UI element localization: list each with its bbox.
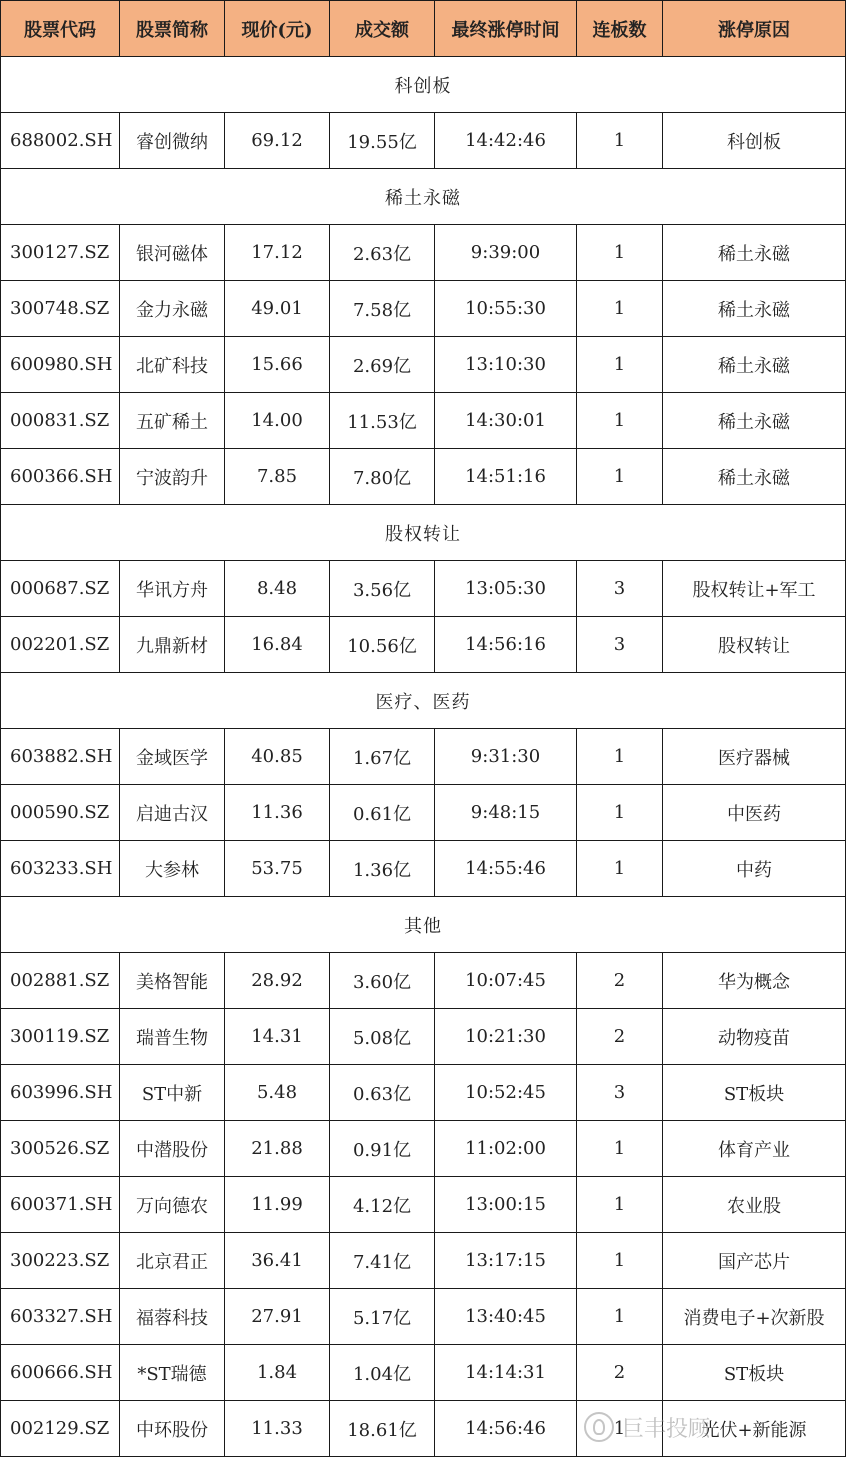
cell-final-limit-up-time: 14:42:46 xyxy=(435,113,577,169)
cell-price: 11.99 xyxy=(225,1177,330,1233)
cell-turnover: 7.80亿 xyxy=(330,449,435,505)
header-consecutive-limit-ups: 连板数 xyxy=(577,1,663,57)
cell-stock-name: 九鼎新材 xyxy=(120,617,225,673)
table-row xyxy=(1,785,846,841)
cell-price: 53.75 xyxy=(225,841,330,897)
cell-stock-code: 300748.SZ xyxy=(1,281,120,337)
cell-price: 36.41 xyxy=(225,1233,330,1289)
cell-stock-name: 金域医学 xyxy=(120,729,225,785)
cell-final-limit-up-time: 9:48:15 xyxy=(435,785,577,841)
cell-stock-name: 中环股份 xyxy=(120,1401,225,1457)
cell-consecutive-limit-ups: 2 xyxy=(577,1345,663,1401)
cell-stock-code: 300119.SZ xyxy=(1,1009,120,1065)
cell-consecutive-limit-ups: 1 xyxy=(577,841,663,897)
cell-turnover: 4.12亿 xyxy=(330,1177,435,1233)
cell-stock-name: 瑞普生物 xyxy=(120,1009,225,1065)
table-row xyxy=(1,1345,846,1401)
cell-price: 14.00 xyxy=(225,393,330,449)
cell-final-limit-up-time: 9:39:00 xyxy=(435,225,577,281)
cell-stock-code: 300127.SZ xyxy=(1,225,120,281)
cell-consecutive-limit-ups: 1 xyxy=(577,449,663,505)
section-row xyxy=(1,57,846,113)
cell-consecutive-limit-ups: 1 xyxy=(577,281,663,337)
cell-consecutive-limit-ups: 3 xyxy=(577,617,663,673)
cell-stock-code: 002881.SZ xyxy=(1,953,120,1009)
cell-limit-up-reason: 华为概念 xyxy=(663,953,846,1009)
cell-stock-code: 603327.SH xyxy=(1,1289,120,1345)
cell-turnover: 3.60亿 xyxy=(330,953,435,1009)
cell-limit-up-reason: 中药 xyxy=(663,841,846,897)
cell-limit-up-reason: 体育产业 xyxy=(663,1121,846,1177)
cell-turnover: 7.41亿 xyxy=(330,1233,435,1289)
table-row xyxy=(1,1401,846,1457)
table-row xyxy=(1,617,846,673)
section-row xyxy=(1,897,846,953)
table-row xyxy=(1,561,846,617)
cell-stock-code: 000831.SZ xyxy=(1,393,120,449)
cell-turnover: 5.17亿 xyxy=(330,1289,435,1345)
watermark-text: 巨丰投顾 xyxy=(622,1416,711,1442)
cell-limit-up-reason: ST板块 xyxy=(663,1065,846,1121)
cell-final-limit-up-time: 14:55:46 xyxy=(435,841,577,897)
cell-turnover: 2.69亿 xyxy=(330,337,435,393)
header-final-limit-up-time: 最终涨停时间 xyxy=(435,1,577,57)
section-row xyxy=(1,673,846,729)
cell-final-limit-up-time: 13:40:45 xyxy=(435,1289,577,1345)
table-row xyxy=(1,393,846,449)
cell-price: 15.66 xyxy=(225,337,330,393)
cell-stock-name: 银河磁体 xyxy=(120,225,225,281)
cell-price: 14.31 xyxy=(225,1009,330,1065)
cell-turnover: 19.55亿 xyxy=(330,113,435,169)
cell-price: 40.85 xyxy=(225,729,330,785)
cell-limit-up-reason: 稀土永磁 xyxy=(663,281,846,337)
cell-final-limit-up-time: 14:30:01 xyxy=(435,393,577,449)
cell-limit-up-reason: 消费电子+次新股 xyxy=(663,1289,846,1345)
table-row xyxy=(1,1065,846,1121)
cell-turnover: 7.58亿 xyxy=(330,281,435,337)
cell-stock-name: 金力永磁 xyxy=(120,281,225,337)
table-row xyxy=(1,1177,846,1233)
cell-limit-up-reason: 医疗器械 xyxy=(663,729,846,785)
section-title: 科创板 xyxy=(1,57,846,113)
cell-consecutive-limit-ups: 1 xyxy=(577,785,663,841)
section-row xyxy=(1,505,846,561)
header-limit-up-reason: 涨停原因 xyxy=(663,1,846,57)
table-row xyxy=(1,729,846,785)
cell-stock-code: 002129.SZ xyxy=(1,1401,120,1457)
table-row xyxy=(1,113,846,169)
table-row xyxy=(1,281,846,337)
cell-turnover: 3.56亿 xyxy=(330,561,435,617)
cell-stock-code: 603882.SH xyxy=(1,729,120,785)
cell-consecutive-limit-ups: 1 xyxy=(577,113,663,169)
cell-consecutive-limit-ups: 1 xyxy=(577,1233,663,1289)
cell-final-limit-up-time: 14:56:46 xyxy=(435,1401,577,1457)
table-body xyxy=(1,57,846,1457)
cell-price: 1.84 xyxy=(225,1345,330,1401)
cell-turnover: 18.61亿 xyxy=(330,1401,435,1457)
cell-turnover: 11.53亿 xyxy=(330,393,435,449)
cell-limit-up-reason: 农业股 xyxy=(663,1177,846,1233)
cell-stock-code: 603996.SH xyxy=(1,1065,120,1121)
cell-limit-up-reason: 稀土永磁 xyxy=(663,449,846,505)
cell-turnover: 0.91亿 xyxy=(330,1121,435,1177)
cell-final-limit-up-time: 11:02:00 xyxy=(435,1121,577,1177)
cell-stock-code: 300526.SZ xyxy=(1,1121,120,1177)
table-row xyxy=(1,337,846,393)
section-title: 医疗、医药 xyxy=(1,673,846,729)
cell-limit-up-reason: ST板块 xyxy=(663,1345,846,1401)
cell-limit-up-reason: 科创板 xyxy=(663,113,846,169)
table-row xyxy=(1,953,846,1009)
cell-limit-up-reason: 动物疫苗 xyxy=(663,1009,846,1065)
cell-limit-up-reason: 稀土永磁 xyxy=(663,225,846,281)
section-title: 稀土永磁 xyxy=(1,169,846,225)
cell-price: 8.48 xyxy=(225,561,330,617)
table-row xyxy=(1,841,846,897)
cell-consecutive-limit-ups: 1 xyxy=(577,1177,663,1233)
cell-stock-code: 600666.SH xyxy=(1,1345,120,1401)
table-row xyxy=(1,1233,846,1289)
cell-final-limit-up-time: 13:05:30 xyxy=(435,561,577,617)
cell-stock-name: 华讯方舟 xyxy=(120,561,225,617)
cell-stock-name: 北京君正 xyxy=(120,1233,225,1289)
table-header-row xyxy=(1,1,846,57)
cell-stock-name: 中潜股份 xyxy=(120,1121,225,1177)
cell-final-limit-up-time: 14:56:16 xyxy=(435,617,577,673)
cell-final-limit-up-time: 13:00:15 xyxy=(435,1177,577,1233)
table-row xyxy=(1,1289,846,1345)
cell-consecutive-limit-ups: 1 xyxy=(577,1121,663,1177)
header-turnover: 成交额 xyxy=(330,1,435,57)
cell-price: 5.48 xyxy=(225,1065,330,1121)
cell-consecutive-limit-ups: 1 xyxy=(577,225,663,281)
cell-price: 27.91 xyxy=(225,1289,330,1345)
cell-final-limit-up-time: 10:07:45 xyxy=(435,953,577,1009)
cell-stock-name: 宁波韵升 xyxy=(120,449,225,505)
cell-stock-code: 600366.SH xyxy=(1,449,120,505)
cell-consecutive-limit-ups: 2 xyxy=(577,1009,663,1065)
cell-turnover: 0.63亿 xyxy=(330,1065,435,1121)
cell-turnover: 1.36亿 xyxy=(330,841,435,897)
cell-turnover: 5.08亿 xyxy=(330,1009,435,1065)
cell-consecutive-limit-ups: 1 xyxy=(577,337,663,393)
cell-stock-code: 002201.SZ xyxy=(1,617,120,673)
cell-turnover: 1.67亿 xyxy=(330,729,435,785)
cell-stock-code: 600371.SH xyxy=(1,1177,120,1233)
table-row xyxy=(1,1009,846,1065)
cell-consecutive-limit-ups: 1 xyxy=(577,729,663,785)
cell-final-limit-up-time: 14:51:16 xyxy=(435,449,577,505)
cell-price: 28.92 xyxy=(225,953,330,1009)
cell-stock-name: 启迪古汉 xyxy=(120,785,225,841)
cell-limit-up-reason: 稀土永磁 xyxy=(663,393,846,449)
cell-turnover: 1.04亿 xyxy=(330,1345,435,1401)
cell-limit-up-reason: 光伏+新能源 xyxy=(663,1401,846,1457)
cell-stock-name: *ST瑞德 xyxy=(120,1345,225,1401)
table-row xyxy=(1,449,846,505)
cell-price: 7.85 xyxy=(225,449,330,505)
cell-limit-up-reason: 中医药 xyxy=(663,785,846,841)
cell-stock-name: 大参林 xyxy=(120,841,225,897)
cell-stock-name: 美格智能 xyxy=(120,953,225,1009)
section-title: 股权转让 xyxy=(1,505,846,561)
cell-stock-code: 688002.SH xyxy=(1,113,120,169)
header-price: 现价(元) xyxy=(225,1,330,57)
cell-price: 21.88 xyxy=(225,1121,330,1177)
cell-consecutive-limit-ups: 3 xyxy=(577,561,663,617)
cell-turnover: 0.61亿 xyxy=(330,785,435,841)
table-row xyxy=(1,1121,846,1177)
cell-price: 11.36 xyxy=(225,785,330,841)
cell-turnover: 10.56亿 xyxy=(330,617,435,673)
cell-stock-name: 万向德农 xyxy=(120,1177,225,1233)
cell-limit-up-reason: 国产芯片 xyxy=(663,1233,846,1289)
cell-consecutive-limit-ups: 1 xyxy=(577,393,663,449)
cell-consecutive-limit-ups: 3 xyxy=(577,1065,663,1121)
cell-limit-up-reason: 稀土永磁 xyxy=(663,337,846,393)
cell-stock-name: 五矿稀土 xyxy=(120,393,225,449)
cell-final-limit-up-time: 13:10:30 xyxy=(435,337,577,393)
cell-final-limit-up-time: 14:14:31 xyxy=(435,1345,577,1401)
cell-stock-code: 000687.SZ xyxy=(1,561,120,617)
cell-stock-name: 睿创微纳 xyxy=(120,113,225,169)
cell-price: 16.84 xyxy=(225,617,330,673)
cell-stock-name: 北矿科技 xyxy=(120,337,225,393)
cell-consecutive-limit-ups: 2 xyxy=(577,953,663,1009)
cell-final-limit-up-time: 13:17:15 xyxy=(435,1233,577,1289)
cell-stock-code: 300223.SZ xyxy=(1,1233,120,1289)
cell-price: 11.33 xyxy=(225,1401,330,1457)
cell-stock-code: 603233.SH xyxy=(1,841,120,897)
cell-final-limit-up-time: 10:55:30 xyxy=(435,281,577,337)
cell-limit-up-reason: 股权转让+军工 xyxy=(663,561,846,617)
cell-stock-code: 600980.SH xyxy=(1,337,120,393)
table-row xyxy=(1,225,846,281)
section-title: 其他 xyxy=(1,897,846,953)
cell-price: 17.12 xyxy=(225,225,330,281)
section-row xyxy=(1,169,846,225)
cell-final-limit-up-time: 9:31:30 xyxy=(435,729,577,785)
cell-consecutive-limit-ups: 1 xyxy=(577,1289,663,1345)
cell-price: 69.12 xyxy=(225,113,330,169)
cell-turnover: 2.63亿 xyxy=(330,225,435,281)
cell-stock-code: 000590.SZ xyxy=(1,785,120,841)
header-stock-code: 股票代码 xyxy=(1,1,120,57)
cell-limit-up-reason: 股权转让 xyxy=(663,617,846,673)
cell-price: 49.01 xyxy=(225,281,330,337)
cell-final-limit-up-time: 10:52:45 xyxy=(435,1065,577,1121)
cell-consecutive-limit-ups: 1 xyxy=(577,1401,663,1457)
cell-stock-name: 福蓉科技 xyxy=(120,1289,225,1345)
cell-stock-name: ST中新 xyxy=(120,1065,225,1121)
cell-final-limit-up-time: 10:21:30 xyxy=(435,1009,577,1065)
header-stock-name: 股票简称 xyxy=(120,1,225,57)
